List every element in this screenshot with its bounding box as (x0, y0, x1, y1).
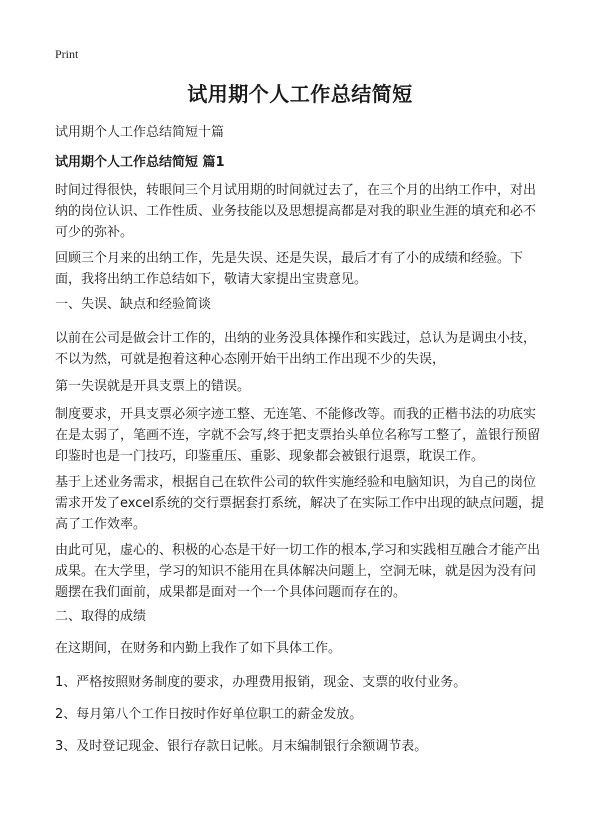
paragraph-cheque-rules: 制度要求，开具支票必须字迹工整、无连笔、不能修改等。而我的正楷书法的功底实在是太弱了，笔画不连，字就不会写,终于把支票抬头单位名称写工整了，盖银行预留印鉴时也是一门技巧，印鉴重压、重影、现象都会被银行退票，耽误工作。 (55, 407, 541, 464)
document-subtitle: 试用期个人工作总结简短十篇 (55, 125, 225, 140)
heading-mistakes: 一、失误、缺点和经验简谈 (55, 297, 212, 312)
list-item-1: 1、严格按照财务制度的要求，办理费用报销，现金、支票的收付业务。 (55, 675, 467, 690)
section-title: 试用期个人工作总结简短 篇1 (55, 155, 225, 170)
paragraph-review: 回顾三个月来的出纳工作，先是失误、还是失误，最后才有了小的成绩和经验。下面，我将出纳工作总结如下，敬请大家提出宝贵意见。 (55, 251, 524, 287)
list-item-2: 2、每月第八个工作日按时作好单位职工的薪金发放。 (55, 707, 363, 722)
heading-achievements: 二、取得的成绩 (55, 609, 147, 624)
paragraph-intro: 时间过得很快，转眼间三个月试用期的时间就过去了，在三个月的出纳工作中，对出纳的岗位认识、工作性质、业务技能以及思想提高都是对我的职业生涯的填充和必不可少的弥补。 (55, 183, 537, 240)
print-link[interactable]: Print (55, 47, 79, 61)
paragraph-first-mistake: 第一失误就是开具支票上的错误。 (55, 379, 251, 394)
paragraph-work-intro: 在这期间，在财务和内勤上我作了如下具体工作。 (55, 641, 342, 656)
paragraph-excel-system: 基于上述业务需求，根据自己在软件公司的软件实施经验和电脑知识，为自己的岗位需求开发了excel系统的交行票据套打系统，解决了在实际工作中出现的缺点问题，提高了工作效率。 (55, 475, 544, 532)
document-title: 试用期个人工作总结简短 (187, 82, 413, 106)
paragraph-background: 以前在公司是做会计工作的，出纳的业务没具体操作和实践过，总认为是调虫小技，不以为然，可就是抱着这种心态刚开始干出纳工作出现不少的失误， (55, 331, 537, 367)
paragraph-attitude: 由此可见，虚心的、积极的心态是干好一切工作的根本,学习和实践相互融合才能产出成果。在大学里，学习的知识不能用在具体解决问题上，空洞无味，就是因为没有问题摆在我们面前，成果都是面对一个一个具体问题而存在的。 (55, 543, 541, 600)
list-item-3: 3、及时登记现金、银行存款日记帐。月末编制银行余额调节表。 (55, 739, 428, 754)
